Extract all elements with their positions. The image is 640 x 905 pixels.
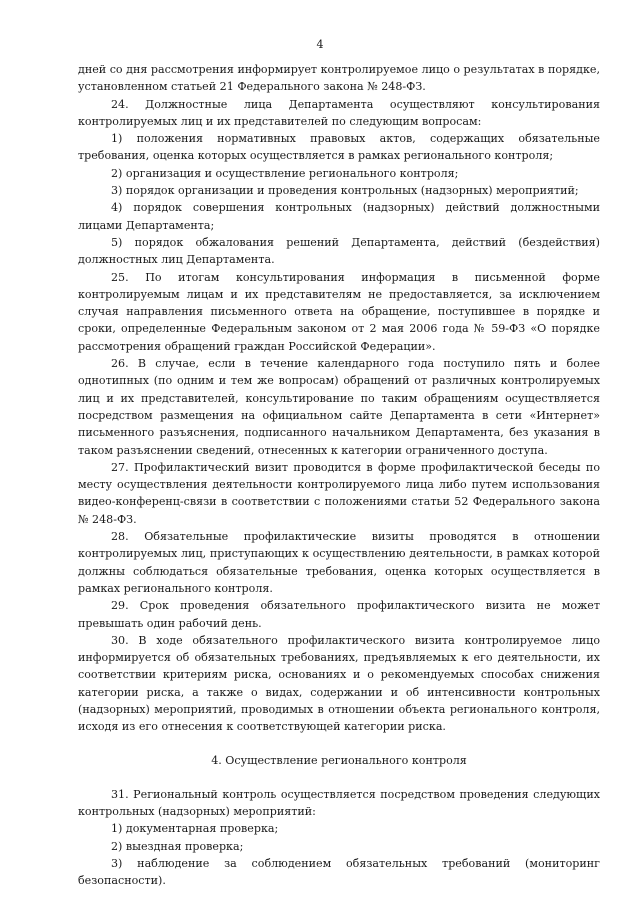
paragraph-p-28: 28. Обязательные профилактические визиты проводятся в отношении контролируемых лиц, приступающих к осуществлению деятельности, в рамках которой должны соблюдаться обязательные требования, оценка которых осуществляется в рамках регионального контроля. bbox=[78, 530, 600, 595]
paragraph-p-31: 31. Региональный контроль осуществляется посредством проведения следующих контрольных (надзорных) мероприятий: bbox=[78, 787, 600, 819]
paragraph-p-26: 26. В случае, если в течение календарного года поступило пять и более однотипных (по одним и тем же вопросам) обращений от различных контролируемых лиц и их представителей, консультирование по таким обращениям осуществляется посредством размещения на официальном сайте Департамента в сети «Интернет» письменного разъяснения, подписанного начальником Департамента, без указания в таком разъяснении сведений, отнесенных к категории ограниченного доступа. bbox=[78, 357, 600, 457]
section-heading: 4. Осуществление регионального контроля bbox=[211, 753, 467, 767]
document-body bbox=[78, 61, 600, 890]
paragraph-p-24-1: 1) положения нормативных правовых актов, содержащих обязательные требования, оценка которых осуществляется в рамках регионального контроля; bbox=[78, 132, 600, 163]
paragraph-p-23-cont: дней со дня рассмотрения информирует контролируемое лицо о результатах в порядке, установленном статьей 21 Федерального закона № 248-ФЗ. bbox=[78, 63, 600, 94]
paragraph-p-29: 29. Срок проведения обязательного профилактического визита не может превышать один рабочий день. bbox=[78, 599, 600, 630]
paragraph-p-24-5: 5) порядок обжалования решений Департамента, действий (бездействия) должностных лиц Департамента. bbox=[78, 235, 600, 267]
page-number: 4 bbox=[316, 38, 324, 51]
paragraph-p-24: 24. Должностные лица Департамента осуществляют консультирования контролируемых лиц и их представителей по следующим вопросам: bbox=[78, 97, 600, 128]
paragraph-p-31-1: 1) документарная проверка; bbox=[111, 822, 279, 836]
paragraph-p-24-4: 4) порядок совершения контрольных (надзорных) действий должностными лицами Департамента; bbox=[78, 201, 600, 232]
paragraph-p-25: 25. По итогам консультирования информация в письменной форме контролируемым лицам и их представителям не предоставляется, за исключением случая направления письменного ответа на обращение, поступившее в порядке и сроки, определенные Федеральным законом от 2 мая 2006 года № 59-ФЗ «О порядке рассмотрения обращений граждан Российской Федерации». bbox=[78, 270, 600, 353]
paragraph-p-24-3: 3) порядок организации и проведения контрольных (надзорных) мероприятий; bbox=[111, 184, 579, 198]
paragraph-p-27: 27. Профилактический визит проводится в форме профилактической беседы по месту осуществления деятельности контролируемого лица либо путем использования видео-конференц-связи в соответствии с положениями статьи 52 Федерального закона № 248-ФЗ. bbox=[78, 460, 600, 526]
paragraphs-after-heading bbox=[78, 786, 600, 890]
paragraphs-before-heading bbox=[78, 61, 600, 736]
paragraph-p-24-2: 2) организация и осуществление регионального контроля; bbox=[111, 166, 459, 180]
paragraph-p-31-2: 2) выездная проверка; bbox=[111, 839, 244, 853]
paragraph-p-31-3: 3) наблюдение за соблюдением обязательных требований (мониторинг безопасности). bbox=[78, 857, 600, 888]
paragraph-p-30: 30. В ходе обязательного профилактического визита контролируемое лицо информируется об обязательных требованиях, предъявляемых к его деятельности, их соответствии критериям риска, основаниях и о рекомендуемых способах снижения категории риска, а также о видах, содержании и об интенсивности контрольных (надзорных) мероприятий, проводимых в отношении объекта регионального контроля, исходя из его отнесения к соответствующей категории риска. bbox=[78, 633, 600, 734]
